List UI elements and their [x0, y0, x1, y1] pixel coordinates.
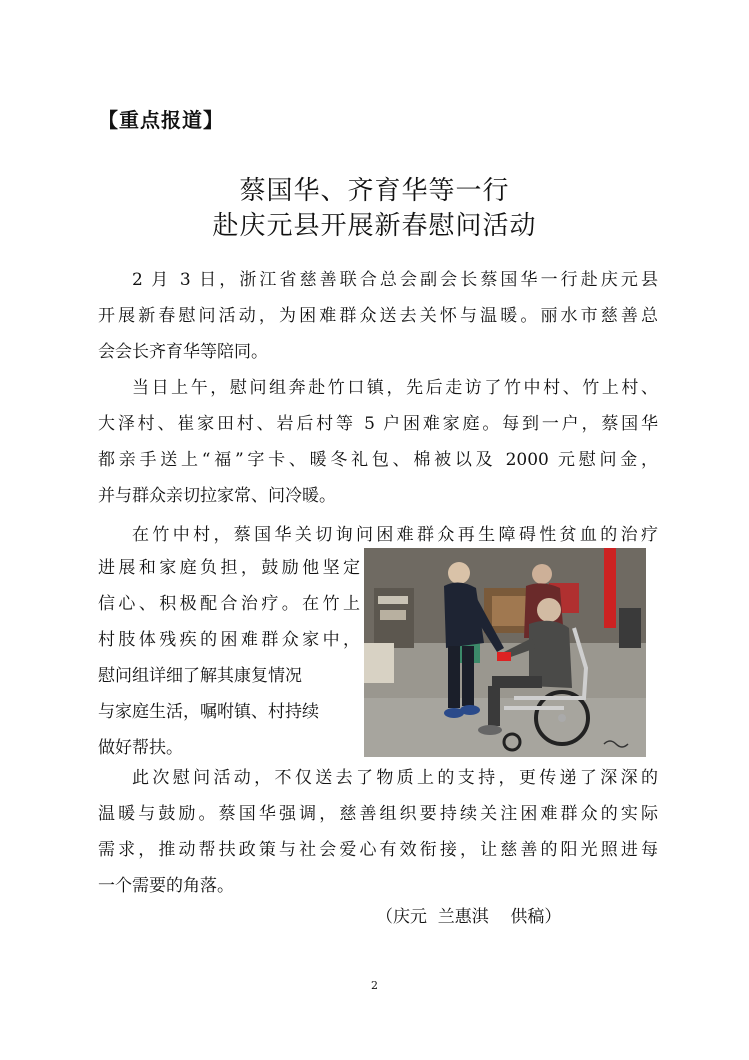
- paragraph-line: 当日上午，慰问组奔赴竹口镇，先后走访了竹中村、竹上村、: [132, 378, 658, 398]
- paragraph-line: 温暖与鼓励。蔡国华强调，慈善组织要持续关注困难群众的实际: [98, 804, 658, 824]
- paragraph-line: 村肢体残疾的困难群众家中，: [98, 630, 360, 650]
- paragraph-line: 信心、积极配合治疗。在竹上: [98, 594, 360, 614]
- paragraph-line: 在竹中村，蔡国华关切询问困难群众再生障碍性贫血的治疗: [132, 525, 658, 545]
- paragraph-line: 开展新春慰问活动，为困难群众送去关怀与温暖。丽水市慈善总: [98, 306, 658, 326]
- paragraph-line: 会会长齐育华等陪同。: [98, 342, 268, 362]
- paragraph-line: 慰问组详细了解其康复情况: [98, 666, 302, 686]
- photo-visit-wheelchair-icon: [364, 548, 646, 757]
- paragraph-line: 2 月 3 日，浙江省慈善联合总会副会长蔡国华一行赴庆元县: [132, 270, 658, 290]
- paragraph-line: 与家庭生活，嘱咐镇、村持续: [98, 702, 319, 722]
- paragraph-3-wrapped: [98, 550, 360, 766]
- byline: （庆元 兰惠淇 供稿）: [376, 907, 562, 927]
- article-title-line-2: 赴庆元县开展新春慰问活动: [212, 211, 537, 241]
- paragraph-4: [98, 760, 658, 904]
- paragraph-line: 进展和家庭负担，鼓励他坚定: [98, 558, 360, 578]
- paragraph-line: 都亲手送上“福”字卡、暖冬礼包、棉被以及 2000 元慰问金，: [98, 450, 658, 470]
- paragraph-line: 需求，推动帮扶政策与社会爱心有效衔接，让慈善的阳光照进每: [98, 840, 658, 860]
- section-tag: 【重点报道】: [98, 108, 224, 132]
- visit-photo: [364, 548, 646, 757]
- article-title-line-1: 蔡国华、齐育华等一行: [239, 176, 510, 206]
- paragraph-line: 此次慰问活动，不仅送去了物质上的支持，更传递了深深的: [132, 768, 658, 788]
- paragraph-line: 一个需要的角落。: [98, 876, 234, 896]
- paragraph-line: 大泽村、崔家田村、岩后村等 5 户困难家庭。每到一户，蔡国华: [98, 414, 658, 434]
- paragraph-line: 并与群众亲切拉家常、问冷暖。: [98, 486, 336, 506]
- page-number: 2: [371, 979, 378, 992]
- paragraph-line: 做好帮扶。: [98, 738, 183, 758]
- paragraph-1: [98, 262, 658, 514]
